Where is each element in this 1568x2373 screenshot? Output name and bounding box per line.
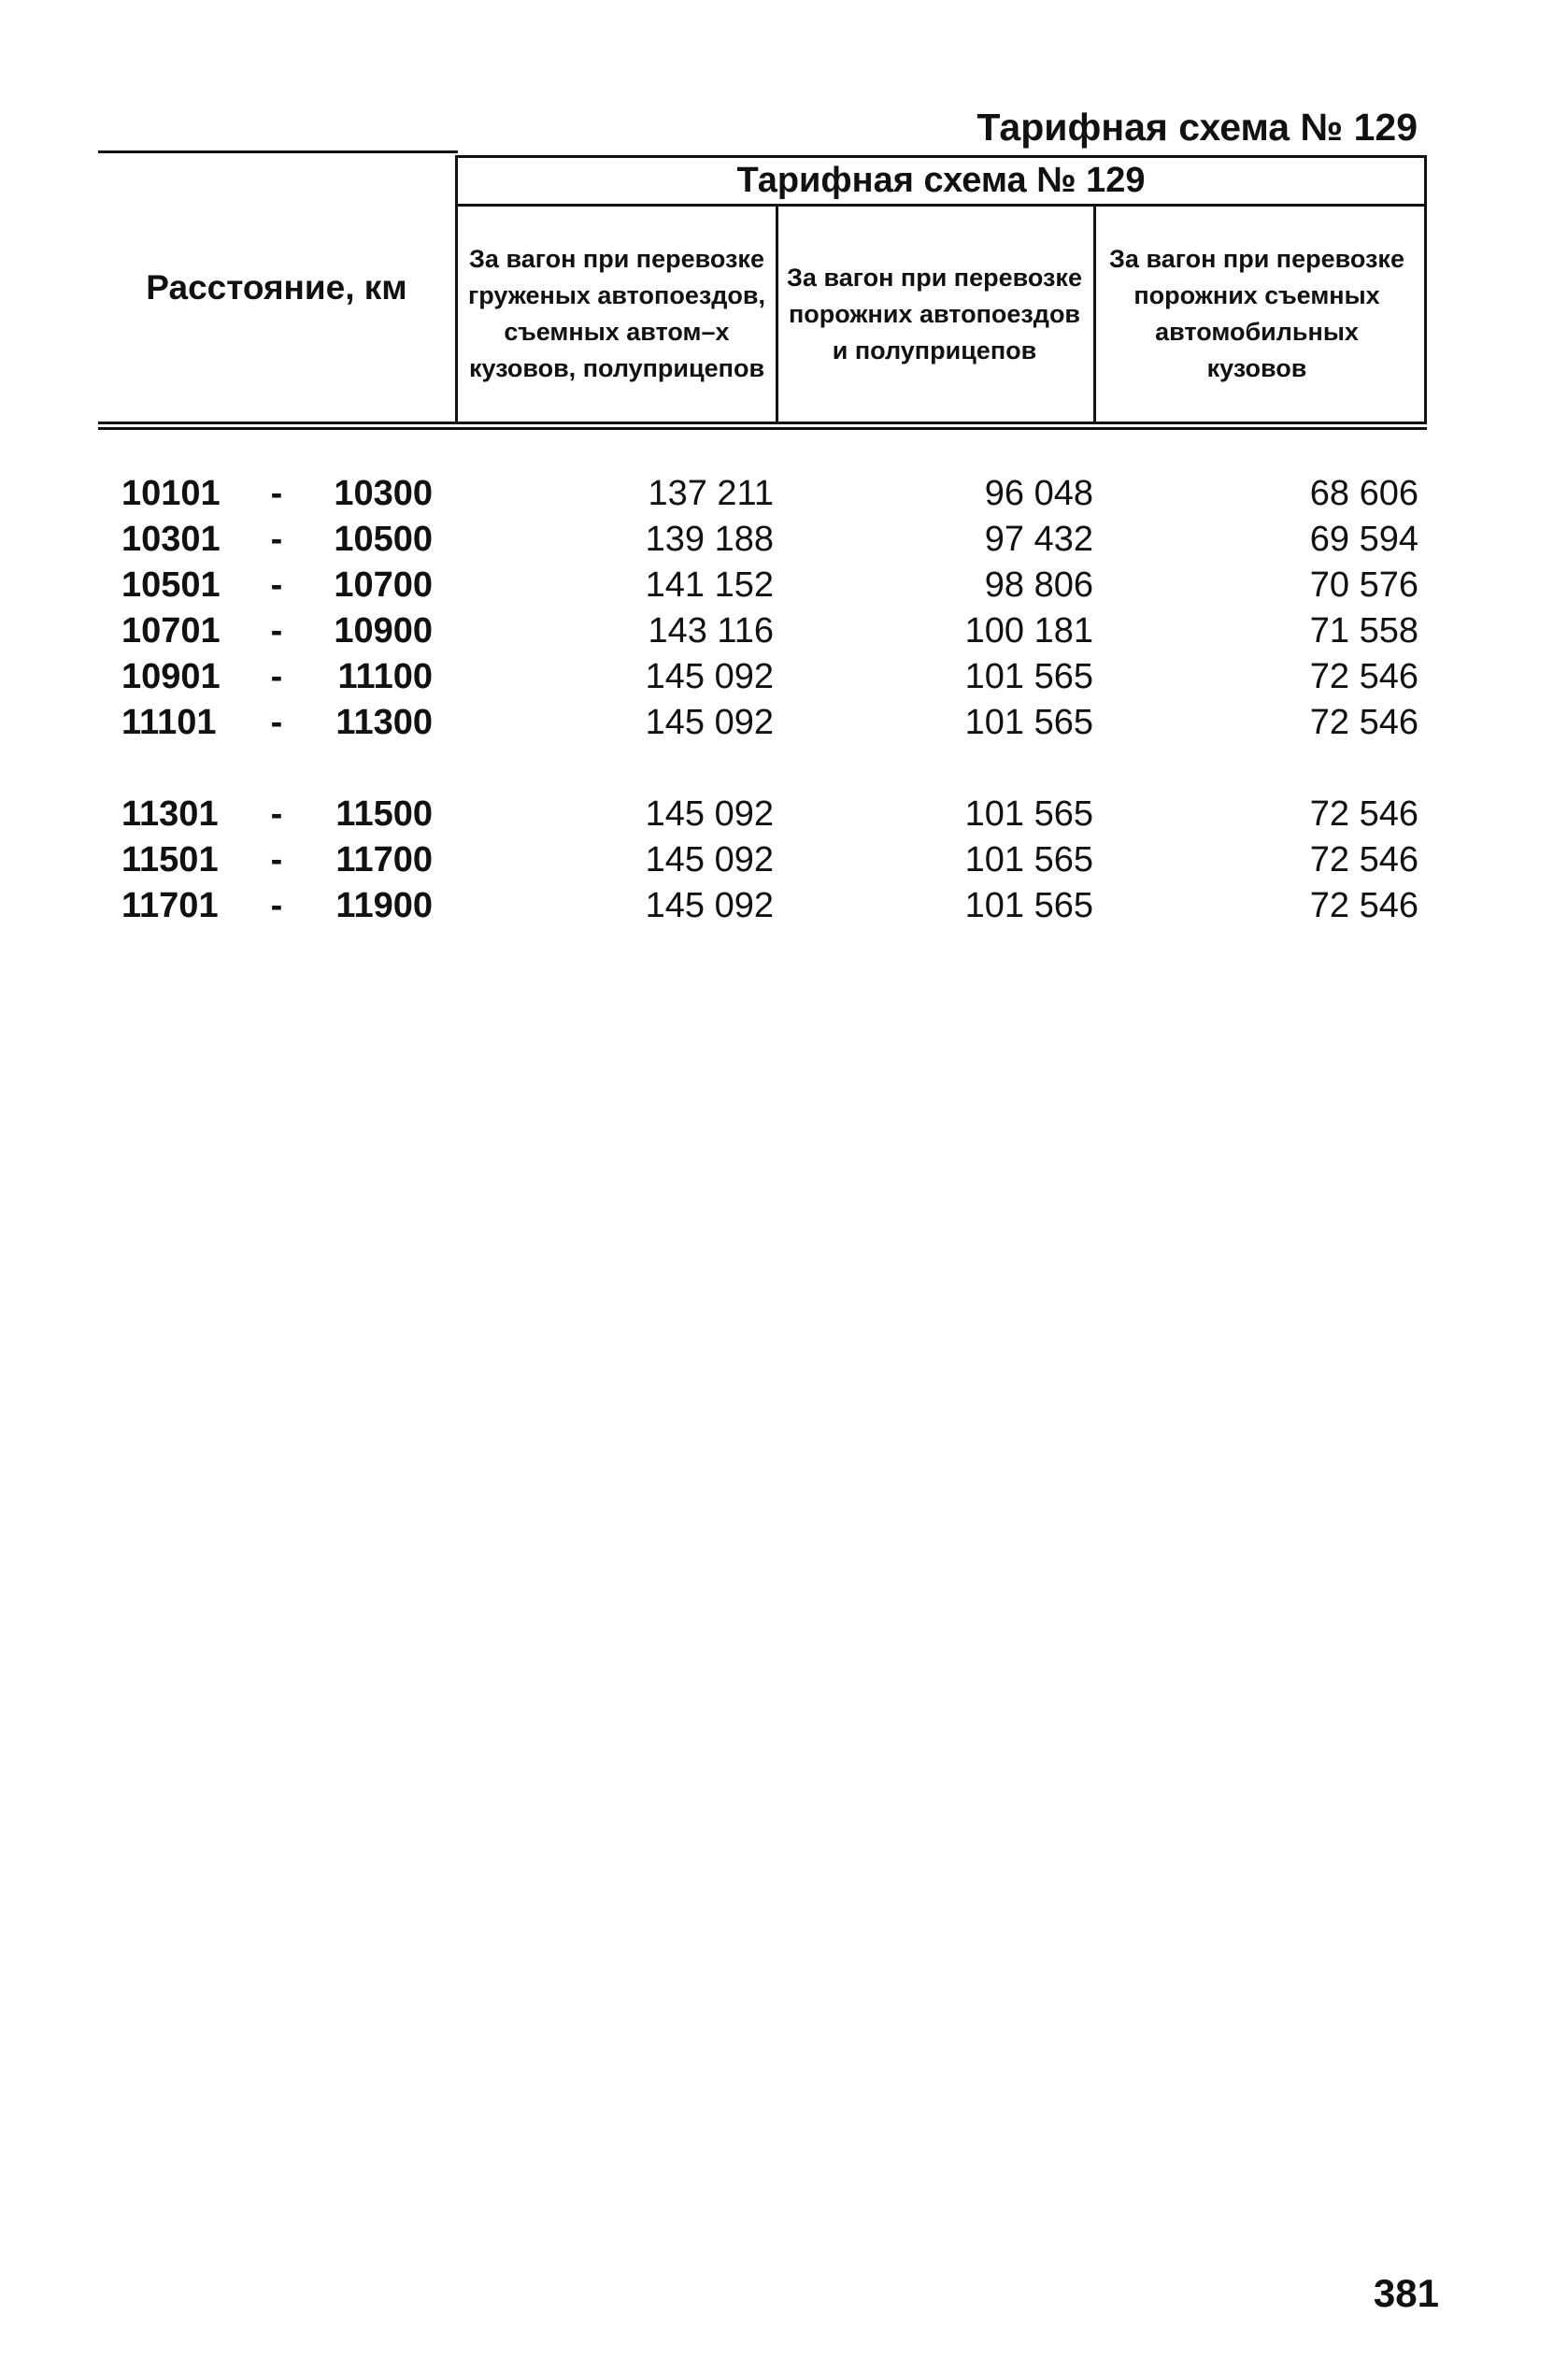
tariff-empty-trains: 101 565 (964, 840, 1093, 879)
tariff-loaded-trains: 139 188 (645, 520, 774, 559)
tariff-loaded-trains: 143 116 (648, 611, 774, 650)
distance-from: 11501 (121, 840, 219, 879)
page-header: Тарифная схема № 129 (976, 106, 1418, 149)
column-divider (1093, 207, 1096, 422)
distance-to: 11900 (335, 886, 433, 925)
distance-to: 11500 (335, 794, 433, 834)
range-dash: - (270, 886, 283, 925)
tariff-empty-trains: 101 565 (964, 657, 1093, 696)
tariff-empty-bodies: 72 546 (1309, 657, 1418, 696)
tariff-scheme-title: Тарифная схема № 129 (458, 158, 1424, 207)
tariff-loaded-trains: 145 092 (645, 886, 774, 925)
tariff-empty-trains: 101 565 (964, 794, 1093, 834)
range-dash: - (270, 611, 283, 650)
distance-to: 10700 (334, 565, 433, 605)
distance-to: 11100 (337, 657, 433, 696)
range-dash: - (270, 520, 283, 559)
column-divider (776, 207, 778, 422)
table-row (0, 563, 1568, 608)
table-row (0, 700, 1568, 746)
table-row (0, 654, 1568, 700)
range-dash: - (270, 565, 283, 605)
table-row (0, 883, 1568, 929)
distance-column-header: Расстояние, км (146, 267, 407, 307)
range-dash: - (270, 840, 283, 879)
table-header (98, 150, 1427, 430)
range-dash: - (270, 794, 283, 834)
tariff-loaded-trains: 137 211 (648, 474, 774, 513)
tariff-loaded-trains: 145 092 (645, 657, 774, 696)
table-row (0, 792, 1568, 837)
distance-from: 10901 (121, 657, 221, 696)
tariff-empty-trains: 98 806 (984, 565, 1093, 605)
page-number: 381 (1373, 2271, 1439, 2315)
distance-to: 11700 (335, 840, 433, 879)
distance-from: 11701 (121, 886, 219, 925)
distance-to: 10500 (334, 520, 433, 559)
table-row (0, 517, 1568, 563)
table-body (0, 471, 1568, 929)
distance-from: 10101 (121, 474, 221, 513)
tariff-empty-bodies: 69 594 (1309, 520, 1418, 559)
tariff-empty-trains: 101 565 (964, 886, 1093, 925)
tariff-empty-bodies: 72 546 (1309, 840, 1418, 879)
column-header-empty-trains: За вагон при перевозке порожних автопоездов и полуприцепов (787, 263, 1082, 365)
tariff-empty-bodies: 71 558 (1309, 611, 1418, 650)
table-row (0, 837, 1568, 883)
tariff-loaded-trains: 145 092 (645, 794, 774, 834)
distance-from: 11301 (121, 794, 219, 834)
table-row (0, 471, 1568, 517)
distance-from: 11101 (121, 703, 217, 742)
range-dash: - (270, 657, 283, 696)
tariff-empty-trains: 100 181 (964, 611, 1093, 650)
tariff-loaded-trains: 141 152 (645, 565, 774, 605)
distance-to: 10300 (334, 474, 433, 513)
distance-from: 10301 (121, 520, 221, 559)
tariff-empty-trains: 101 565 (964, 703, 1093, 742)
tariff-scheme-group (455, 155, 1427, 424)
distance-from: 10501 (121, 565, 221, 605)
range-dash: - (270, 703, 283, 742)
distance-from: 10701 (121, 611, 221, 650)
distance-to: 11300 (335, 703, 433, 742)
range-dash: - (270, 474, 283, 513)
tariff-empty-trains: 97 432 (984, 520, 1093, 559)
column-header-empty-bodies: За вагон при перевозке порожних съемных автомобильных кузовов (1109, 245, 1404, 382)
table-row (0, 608, 1568, 654)
tariff-empty-bodies: 72 546 (1309, 886, 1418, 925)
tariff-empty-bodies: 68 606 (1309, 474, 1418, 513)
tariff-loaded-trains: 145 092 (645, 703, 774, 742)
tariff-empty-bodies: 72 546 (1309, 794, 1418, 834)
distance-to: 10900 (334, 611, 433, 650)
column-header-loaded-trains: За вагон при перевозке груженых автопоездов, съемных автом–х кузовов, полуприцепов (467, 245, 765, 382)
tariff-loaded-trains: 145 092 (645, 840, 774, 879)
tariff-empty-trains: 96 048 (984, 474, 1093, 513)
tariff-empty-bodies: 72 546 (1309, 703, 1418, 742)
tariff-empty-bodies: 70 576 (1309, 565, 1418, 605)
header-double-rule (98, 427, 1427, 430)
